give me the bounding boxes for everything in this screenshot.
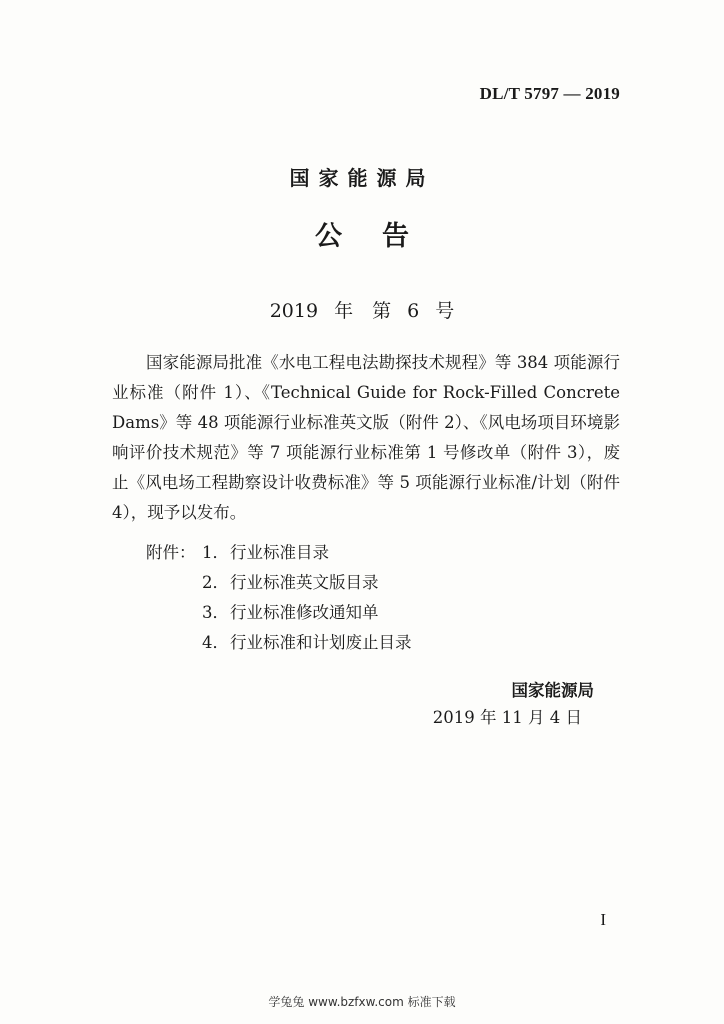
attachment-title: 行业标准和计划废止目录 (230, 633, 412, 652)
attachment-lead-label: 附件： (146, 543, 196, 562)
watermark-footer: 学兔兔 www.bzfxw.com 标准下载 (268, 995, 456, 1009)
attachment-number: 2． (202, 573, 229, 592)
attachment-list (146, 538, 412, 658)
document-type-title: 公告 (315, 221, 449, 252)
attachment-number: 1． (202, 543, 229, 562)
announcement-body: 国家能源局批准《水电工程电法勘探技术规程》等 384 项能源行业标准（附件 1）、《Technical Guide for Rock-Filled Concrete Dams》等 48 项能源行业标准英文版（附件 2）、《风电场项目环境影响评价技术规范》等 7 项能源行业标准第 1 号修改单（附件 3），废止《风电场工程勘察设计收费标准》等 5 项能源行业标准/计划（附件 4），现予以发布。 (112, 353, 620, 522)
attachment-title: 行业标准修改通知单 (230, 603, 379, 622)
announcement-number: 2019 年 第 6 号 (269, 300, 455, 322)
attachment-title: 行业标准英文版目录 (230, 573, 379, 592)
issuer-heading: 国家能源局 (289, 166, 435, 190)
standard-code: DL/T 5797 — 2019 (479, 84, 620, 103)
attachment-item (146, 598, 412, 628)
attachment-number: 3． (202, 603, 229, 622)
signing-date: 2019 年 11 月 4 日 (432, 708, 582, 727)
attachment-item (146, 628, 412, 658)
attachment-number: 4． (202, 633, 229, 652)
attachment-item (146, 538, 412, 568)
page-number: I (600, 910, 606, 929)
signatory: 国家能源局 (511, 681, 594, 700)
attachment-title: 行业标准目录 (230, 543, 329, 562)
attachment-item (146, 568, 412, 598)
